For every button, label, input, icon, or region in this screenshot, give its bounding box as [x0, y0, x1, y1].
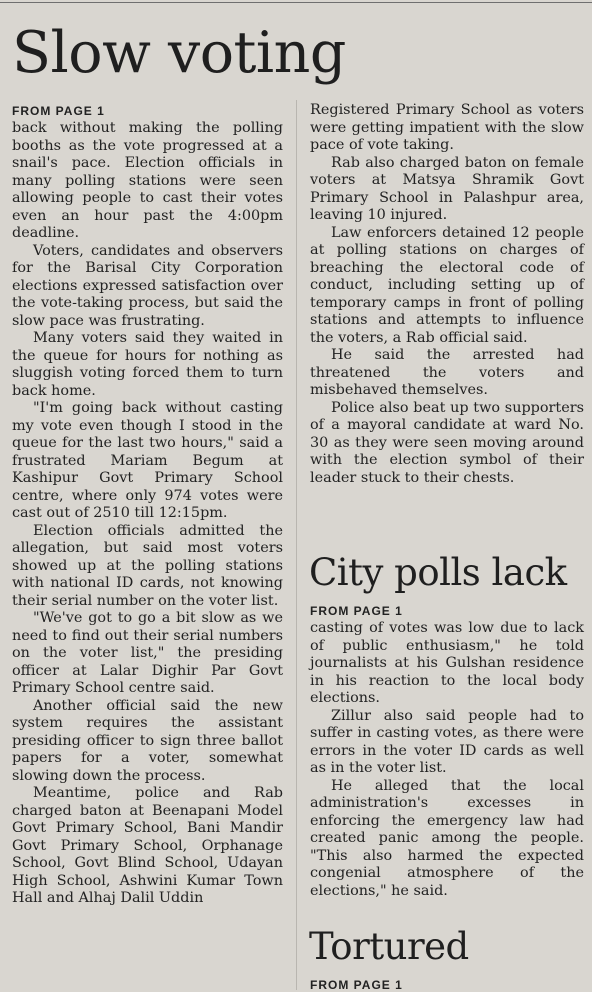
headline-tortured: Tortured	[309, 925, 469, 968]
paragraph: Police also beat up two supporters of a mayoral candidate at ward No. 30 as they were seen moving around with the election symbol of their leader stuck to their chests.	[310, 399, 584, 486]
paragraph: Law enforcers detained 12 people at polling stations on charges of breaching the electoral code of conduct, including setting up of temporary camps in front of polling stations and attempts to influence the voters, a Rab official said.	[310, 224, 584, 346]
headline-slow-voting: Slow voting	[12, 20, 346, 86]
right-column-body-a	[310, 102, 584, 487]
paragraph: Voters, candidates and observers for the Barisal City Corporation elections expressed satisfaction over the vote-taking process, but said the slow pace was frustrating.	[12, 242, 283, 329]
paragraph: "We've got to go a bit slow as we need to find out their serial numbers on the voter list," the presiding officer at Lalar Dighir Par Govt Primary School centre said.	[12, 610, 283, 696]
kicker-slow-voting: FROM PAGE 1	[12, 104, 105, 118]
paragraph: casting of votes was low due to lack of public enthusiasm," he told journalists at his Gulshan residence in his reaction to the local body elections.	[310, 620, 584, 706]
paragraph: He said the arrested had threatened the voters and misbehaved themselves.	[310, 347, 584, 398]
paragraph: Meantime, police and Rab charged baton at Beenapani Model Govt Primary School, Bani Mandir Govt Primary School, Orphanage School, Govt Blind School, Udayan High School, Ashwini Kumar Town Hall and Alhaj Dalil Uddin	[12, 785, 283, 906]
left-column-body	[12, 120, 283, 908]
paragraph: Another official said the new system requires the assistant presiding officer to sign three ballot papers for a voter, somewhat slowing down the process.	[12, 697, 283, 784]
paragraph: Registered Primary School as voters were getting impatient with the slow pace of vote taking.	[310, 102, 584, 153]
paragraph: Zillur also said people had to suffer in casting votes, as there were errors in the voter ID cards as well as in the voter list.	[310, 707, 584, 776]
paragraph: Many voters said they waited in the queue for hours for nothing as sluggish voting forced them to turn back home.	[12, 330, 283, 399]
paragraph: "I'm going back without casting my vote even though I stood in the queue for the last two hours," said a frustrated Mariam Begum at Kashipur Govt Primary School centre, where only 974 votes were cast out of 2510 till 12:15pm.	[12, 400, 283, 521]
column-divider	[296, 100, 297, 990]
top-rule	[0, 2, 592, 3]
headline-city-polls-lack: City polls lack	[309, 551, 567, 594]
kicker-tortured: FROM PAGE 1	[310, 978, 403, 992]
paragraph: Election officials admitted the allegation, but said most voters showed up at the polling stations with national ID cards, not knowing their serial number on the voter list.	[12, 522, 283, 609]
kicker-city-polls-lack: FROM PAGE 1	[310, 604, 403, 618]
paragraph: He alleged that the local administration's excesses in enforcing the emergency law had created panic among the people. "This also harmed the expected congenial atmosphere of the elections," he said.	[310, 777, 584, 899]
paragraph: back without making the polling booths as the vote progressed at a snail's pace. Election officials in many polling stations were seen allowing people to cast their votes even an hour past the 4:00pm deadline.	[12, 120, 283, 241]
paragraph: Rab also charged baton on female voters at Matsya Shramik Govt Primary School in Palashpur area, leaving 10 injured.	[310, 154, 584, 223]
right-column-body-b	[310, 620, 584, 900]
